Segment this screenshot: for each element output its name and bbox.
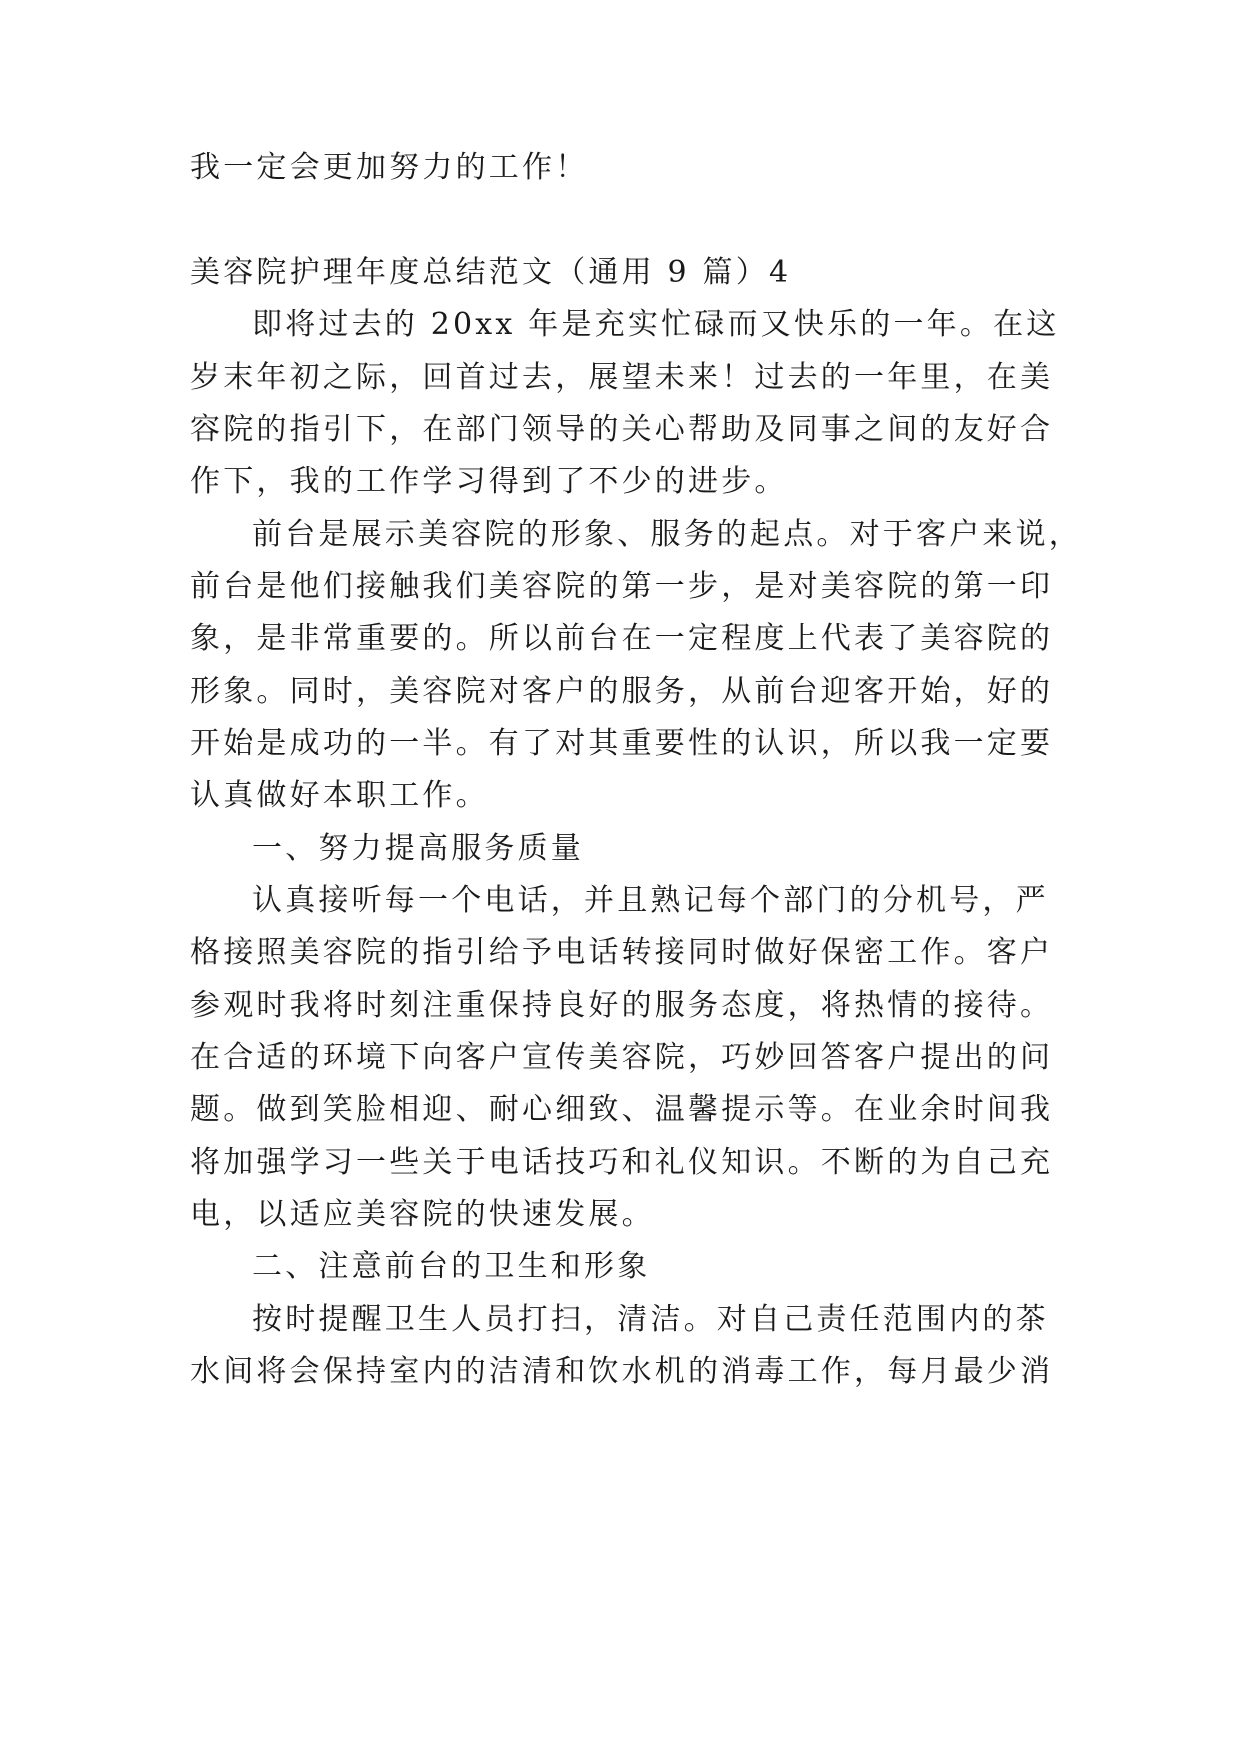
paragraph-line: 容院的指引下，在部门领导的关心帮助及同事之间的友好合 xyxy=(190,412,1054,447)
paragraph-line: 题。做到笑脸相迎、耐心细致、温馨提示等。在业余时间我 xyxy=(190,1092,1054,1127)
paragraph-line: 电，以适应美容院的快速发展。 xyxy=(190,1197,655,1232)
intro-line: 我一定会更加努力的工作！ xyxy=(190,150,589,185)
paragraph-line: 即将过去的 20xx 年是充实忙碌而又快乐的一年。在这 xyxy=(252,307,1060,342)
paragraph-line: 认真做好本职工作。 xyxy=(190,778,489,813)
paragraph-line: 前台是展示美容院的形象、服务的起点。对于客户来说， xyxy=(252,517,1082,552)
paragraph-line: 在合适的环境下向客户宣传美容院，巧妙回答客户提出的问 xyxy=(190,1040,1054,1075)
paragraph-line: 按时提醒卫生人员打扫，清洁。对自己责任范围内的茶 xyxy=(252,1302,1049,1337)
paragraph-line: 前台是他们接触我们美容院的第一步，是对美容院的第一印 xyxy=(190,569,1054,604)
paragraph-line: 开始是成功的一半。有了对其重要性的认识，所以我一定要 xyxy=(190,726,1054,761)
paragraph-line: 格接照美容院的指引给予电话转接同时做好保密工作。客户 xyxy=(190,935,1054,970)
paragraph-line: 水间将会保持室内的洁清和饮水机的消毒工作，每月最少消 xyxy=(190,1354,1054,1389)
paragraph-line: 形象。同时，美容院对客户的服务，从前台迎客开始，好的 xyxy=(190,674,1054,709)
paragraph-line: 参观时我将时刻注重保持良好的服务态度，将热情的接待。 xyxy=(190,988,1054,1023)
paragraph-line: 作下，我的工作学习得到了不少的进步。 xyxy=(190,464,788,499)
paragraph-line: 将加强学习一些关于电话技巧和礼仪知识。不断的为自己充 xyxy=(190,1145,1054,1180)
section-title: 美容院护理年度总结范文（通用 9 篇）4 xyxy=(190,255,792,290)
subheading: 一、努力提高服务质量 xyxy=(252,831,584,866)
paragraph-line: 象，是非常重要的。所以前台在一定程度上代表了美容院的 xyxy=(190,621,1054,656)
subheading: 二、注意前台的卫生和形象 xyxy=(252,1249,651,1284)
paragraph-line: 认真接听每一个电话，并且熟记每个部门的分机号，严 xyxy=(252,883,1049,918)
paragraph-line: 岁末年初之际，回首过去，展望未来！过去的一年里，在美 xyxy=(190,360,1054,395)
